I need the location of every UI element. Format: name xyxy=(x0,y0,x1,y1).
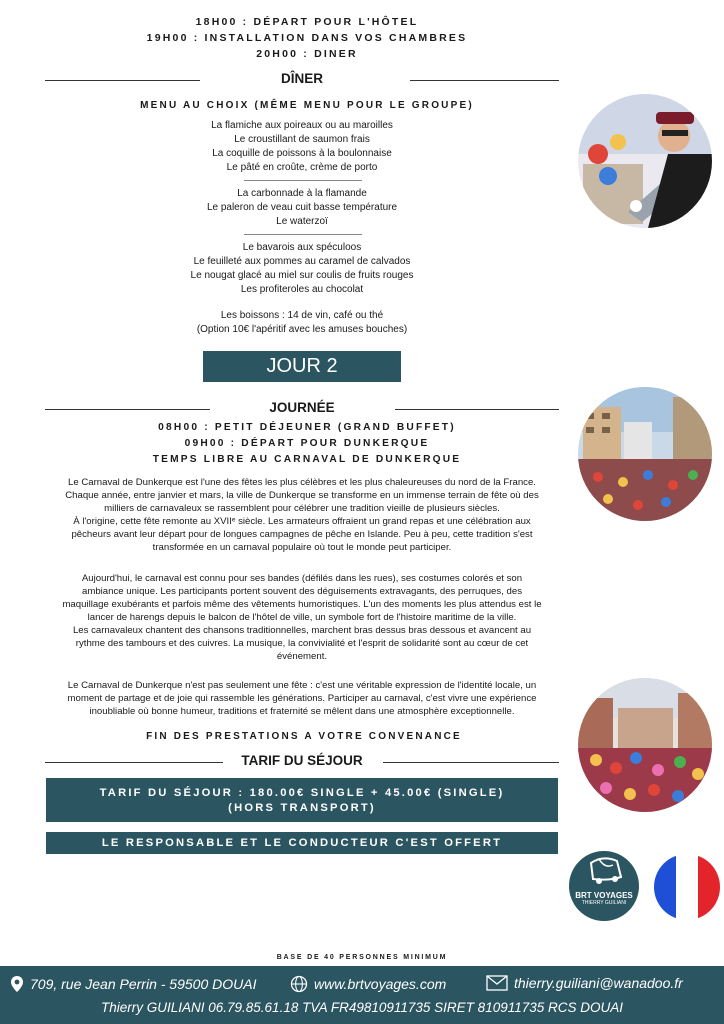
top-schedule xyxy=(0,14,614,62)
france-flag-icon xyxy=(654,854,720,920)
footer-legal: Thierry GUILIANI 06.79.85.61.18 TVA FR49810911735 SIRET 810911735 RCS DOUAI xyxy=(100,1000,624,1015)
journee-section-header xyxy=(45,399,559,419)
paragraph-identity xyxy=(30,679,574,718)
tarif-price: TARIF DU SÉJOUR : 180.00€ SINGLE + 45.00€ (SINGLE) xyxy=(99,787,505,799)
menu-starters xyxy=(0,119,604,175)
menu-item: Le paleron de veau cuit basse température xyxy=(206,202,398,213)
schedule-line: 08H00 : PETIT DÉJEUNER (GRAND BUFFET) xyxy=(158,422,456,433)
offert-box: LE RESPONSABLE ET LE CONDUCTEUR C'EST OFFERT xyxy=(46,832,558,854)
menu-item: Les boissons : 14 de vin, café ou thé xyxy=(220,310,384,321)
schedule-line: 18H00 : DÉPART POUR L'HÔTEL xyxy=(195,16,419,28)
footer-email-link[interactable] xyxy=(486,975,683,991)
menu-item: Les profiteroles au chocolat xyxy=(240,284,364,295)
paragraph-line: Le Carnaval de Dunkerque est l'une des fêtes les plus célèbres et les plus chaleureuses du nord de la France. xyxy=(68,477,536,488)
tarif-heading: TARIF DU SÉJOUR xyxy=(241,753,363,768)
brt-voyages-logo xyxy=(569,851,639,921)
mail-icon xyxy=(486,975,508,991)
carnival-photo-3 xyxy=(578,678,712,812)
tarif-note: (HORS TRANSPORT) xyxy=(228,802,376,814)
divider xyxy=(410,80,559,81)
paragraph-line: maquillage exubérants et parfois même des vêtements humoristiques. L'un des moments les plus attendus est le xyxy=(62,599,542,610)
schedule-line: 19H00 : INSTALLATION DANS VOS CHAMBRES xyxy=(146,32,468,44)
paragraph-line: rythme des tambours et des cuivres. La musique, la convivialité et l'esprit de solidarité sont au cœur de cet xyxy=(75,638,529,649)
paragraph-line: moment de partage et de joie qui rassemble les générations. Participer au carnaval, c'est vivre une expérience xyxy=(67,693,537,704)
schedule-line: 09H00 : DÉPART POUR DUNKERQUE xyxy=(184,438,430,449)
tarif-section-header xyxy=(45,752,559,772)
menu-item: (Option 10€ l'apéritif avec les amuses bouches) xyxy=(196,324,408,335)
paragraph-line: Les carnavaleux chantent des chansons traditionnelles, marchent bras dessus bras dessous et avancent au xyxy=(72,625,532,636)
globe-icon xyxy=(290,975,308,993)
menu-drinks xyxy=(0,309,604,337)
footer-address xyxy=(10,975,256,993)
diner-section-header xyxy=(45,70,559,90)
paragraph-line: lancer de harengs depuis le balcon de l'hôtel de ville, un symbole fort de l'histoire maritime de la ville. xyxy=(87,612,517,623)
paragraph-line: milliers de carnavaleux se rassemblent pour célébrer une tradition vieille de plusieurs siècles. xyxy=(104,503,500,514)
menu-item: Le bavarois aux spéculoos xyxy=(242,242,362,253)
divider xyxy=(395,409,559,410)
menu-item: Le waterzoï xyxy=(276,216,328,227)
menu-separator xyxy=(244,234,362,235)
paragraph-line: Aujourd'hui, le carnaval est connu pour ses bandes (défilés dans les rues), ses costumes colorés et son xyxy=(81,573,523,584)
menu-separator xyxy=(244,180,362,181)
paragraph-line: inoubliable où bonne humeur, traditions et fraternité se mêlent dans une atmosphère exceptionnelle. xyxy=(89,706,515,717)
divider xyxy=(383,762,559,763)
journee-schedule xyxy=(0,420,614,468)
footer-address-text: 709, rue Jean Perrin - 59500 DOUAI xyxy=(30,976,257,992)
paragraph-line: pêcheurs avant leur départ pour de longues campagnes de pêche en Islande. Peu à peu, cette tradition s'est xyxy=(71,529,533,540)
journee-heading: JOURNÉE xyxy=(269,400,335,415)
tarif-box xyxy=(46,778,558,822)
schedule-line: 20H00 : DINER xyxy=(256,48,358,60)
end-note: FIN DES PRESTATIONS A VOTRE CONVENANCE xyxy=(146,731,462,742)
location-pin-icon xyxy=(10,975,24,993)
footer-website-text: www.brtvoyages.com xyxy=(314,976,447,992)
menu-desserts xyxy=(0,241,604,297)
menu-subheading: MENU AU CHOIX (MÊME MENU POUR LE GROUPE) xyxy=(140,100,474,111)
paragraph-line: Le Carnaval de Dunkerque n'est pas seulement une fête : c'est une véritable expression de l'identité locale, un xyxy=(67,680,537,691)
paragraph-today xyxy=(30,572,574,663)
paragraph-line: À l'origine, cette fête remonte au XVIIᵉ siècle. Les armateurs offraient un grand repas et une célébration aux xyxy=(73,516,531,527)
schedule-line: TEMPS LIBRE AU CARNAVAL DE DUNKERQUE xyxy=(152,454,462,465)
menu-item: Le feuilleté aux pommes au caramel de calvados xyxy=(193,256,411,267)
logo-name: BRT VOYAGES xyxy=(575,891,633,900)
base-note: BASE DE 40 PERSONNES MINIMUM xyxy=(276,954,448,961)
carnival-photo-1 xyxy=(578,94,712,228)
paragraph-history xyxy=(30,476,574,554)
diner-heading: DÎNER xyxy=(280,71,323,86)
paragraph-line: transformée en un carnaval populaire où tout le monde peut participer. xyxy=(152,542,452,553)
menu-item: La coquille de poissons à la boulonnaise xyxy=(212,148,392,159)
paragraph-line: ambiance unique. Les participants portent souvent des déguisements extravagants, des perruques, des xyxy=(82,586,522,597)
footer-email-text: thierry.guiliani@wanadoo.fr xyxy=(514,975,683,991)
logo-bus-icon xyxy=(569,851,639,891)
footer-website-link[interactable] xyxy=(290,975,446,993)
menu-item: Le pâté en croûte, crème de porto xyxy=(226,162,378,173)
menu-item: Le nougat glacé au miel sur coulis de fruits rouges xyxy=(190,270,414,281)
menu-item: La carbonnade à la flamande xyxy=(237,188,367,199)
day-banner: JOUR 2 xyxy=(203,351,401,382)
paragraph-line: Chaque année, entre janvier et mars, la ville de Dunkerque se transforme en un immense terrain de fête où des xyxy=(65,490,539,501)
carnival-photo-2 xyxy=(578,387,712,521)
menu-item: Le croustillant de saumon frais xyxy=(234,134,370,145)
paragraph-line: événement. xyxy=(276,651,328,662)
logo-sub: THIERRY GUILIANI xyxy=(581,900,627,906)
footer xyxy=(0,966,724,1024)
menu-item: La flamiche aux poireaux ou au maroilles xyxy=(211,120,393,131)
menu-mains xyxy=(0,187,604,229)
